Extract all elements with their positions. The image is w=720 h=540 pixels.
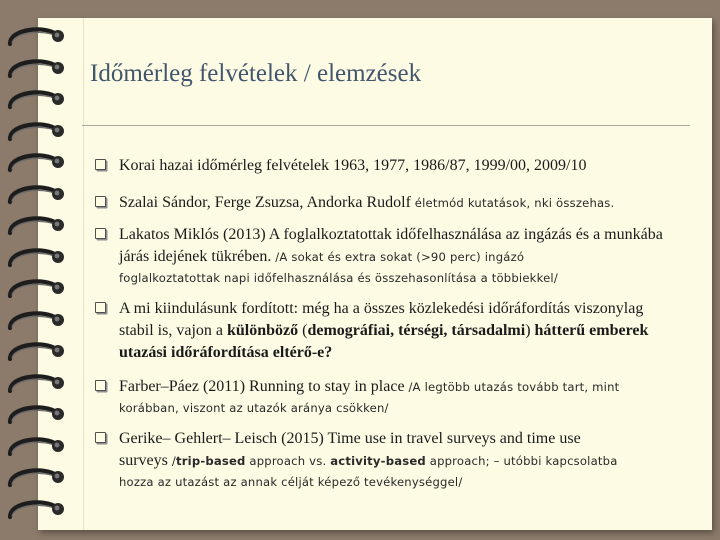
bullet-text: Gerike– Gehlert– Leisch (2015) Time use in travel surveys and time use (119, 430, 581, 447)
spiral-ring-icon (6, 371, 70, 397)
spiral-ring-icon (6, 56, 70, 82)
bullet-note: approach; – utóbbi kapcsolatba (425, 454, 618, 468)
list-item (95, 155, 586, 177)
list-item (95, 376, 699, 418)
list-item (95, 224, 679, 288)
bullet-text: Lakatos Miklós (2013) A foglalkoztatottak időfelhasználása az ingázás és a munkába járás idejének tükrében. (119, 226, 663, 265)
spiral-ring-icon (6, 497, 70, 523)
bullet-emphasis: hátterű emberek utazási időráfordítása eltérő-e? (119, 322, 649, 361)
bullet-note: / (171, 454, 176, 468)
spiral-ring-icon (6, 119, 70, 145)
bullet-text: Szalai Sándor, Ferge Zsuzsa, Andorka Rudolf (119, 194, 411, 211)
slide-title: Időmérleg felvételek / elemzések (90, 60, 422, 87)
bullet-note-emphasis: activity-based (330, 454, 426, 468)
spiral-ring-icon (6, 339, 70, 365)
list-item (95, 192, 614, 214)
bullet-text-part: ( (298, 322, 308, 339)
bullet-emphasis: demográfiai, térségi, társadalmi (307, 322, 526, 339)
bullet-emphasis: különböző (226, 322, 299, 339)
bullet-note: életmód kutatások, nki összehas. (410, 196, 615, 210)
bullet-note-emphasis: trip-based (176, 454, 246, 468)
bullet-note: /A sokat és extra sokat (>90 perc) ingázó (271, 250, 525, 264)
spiral-ring-icon (6, 465, 70, 491)
bullet-text: Korai hazai időmérleg felvételek 1963, 1977, 1986/87, 1999/00, 2009/10 (119, 157, 587, 174)
spiral-ring-icon (6, 213, 70, 239)
spiral-ring-icon (6, 24, 70, 50)
square-bullet-icon (95, 159, 106, 170)
spiral-ring-icon (6, 402, 70, 428)
page-margin-line (83, 18, 84, 530)
list-item (95, 298, 679, 364)
square-bullet-icon (95, 302, 106, 313)
bullet-note: approach vs. (245, 454, 331, 468)
spiral-ring-icon (6, 245, 70, 271)
spiral-ring-icon (6, 150, 70, 176)
bullet-text-part: ) (525, 322, 535, 339)
bullet-text: Farber–Páez (2011) Running to stay in place (119, 378, 405, 395)
spiral-ring-icon (6, 276, 70, 302)
spiral-ring-icon (6, 182, 70, 208)
spiral-ring-icon (6, 87, 70, 113)
title-divider (82, 125, 690, 126)
bullet-note-continued: korábban, viszont az utazók aránya csökken/ (119, 401, 389, 415)
bullet-note-continued: foglalkoztatottak napi időfelhasználása és összehasonlítása a többiekkel/ (119, 271, 558, 285)
bullet-text-continued: surveys (119, 452, 172, 469)
bullet-note: /A legtöbb utazás tovább tart, mint (404, 380, 620, 394)
bullet-text: A mi kiindulásunk fordított: még ha a összes közlekedési időráfordítás viszonylag stabil is, vajon a (119, 300, 644, 339)
square-bullet-icon (95, 432, 106, 443)
square-bullet-icon (95, 228, 106, 239)
spiral-binding (0, 14, 80, 534)
spiral-ring-icon (6, 434, 70, 460)
bullet-note-continued: hozza az utazást az annak célját képező tevékenységgel/ (119, 475, 463, 489)
spiral-ring-icon (6, 308, 70, 334)
list-item (95, 428, 699, 492)
square-bullet-icon (95, 380, 106, 391)
square-bullet-icon (95, 196, 106, 207)
